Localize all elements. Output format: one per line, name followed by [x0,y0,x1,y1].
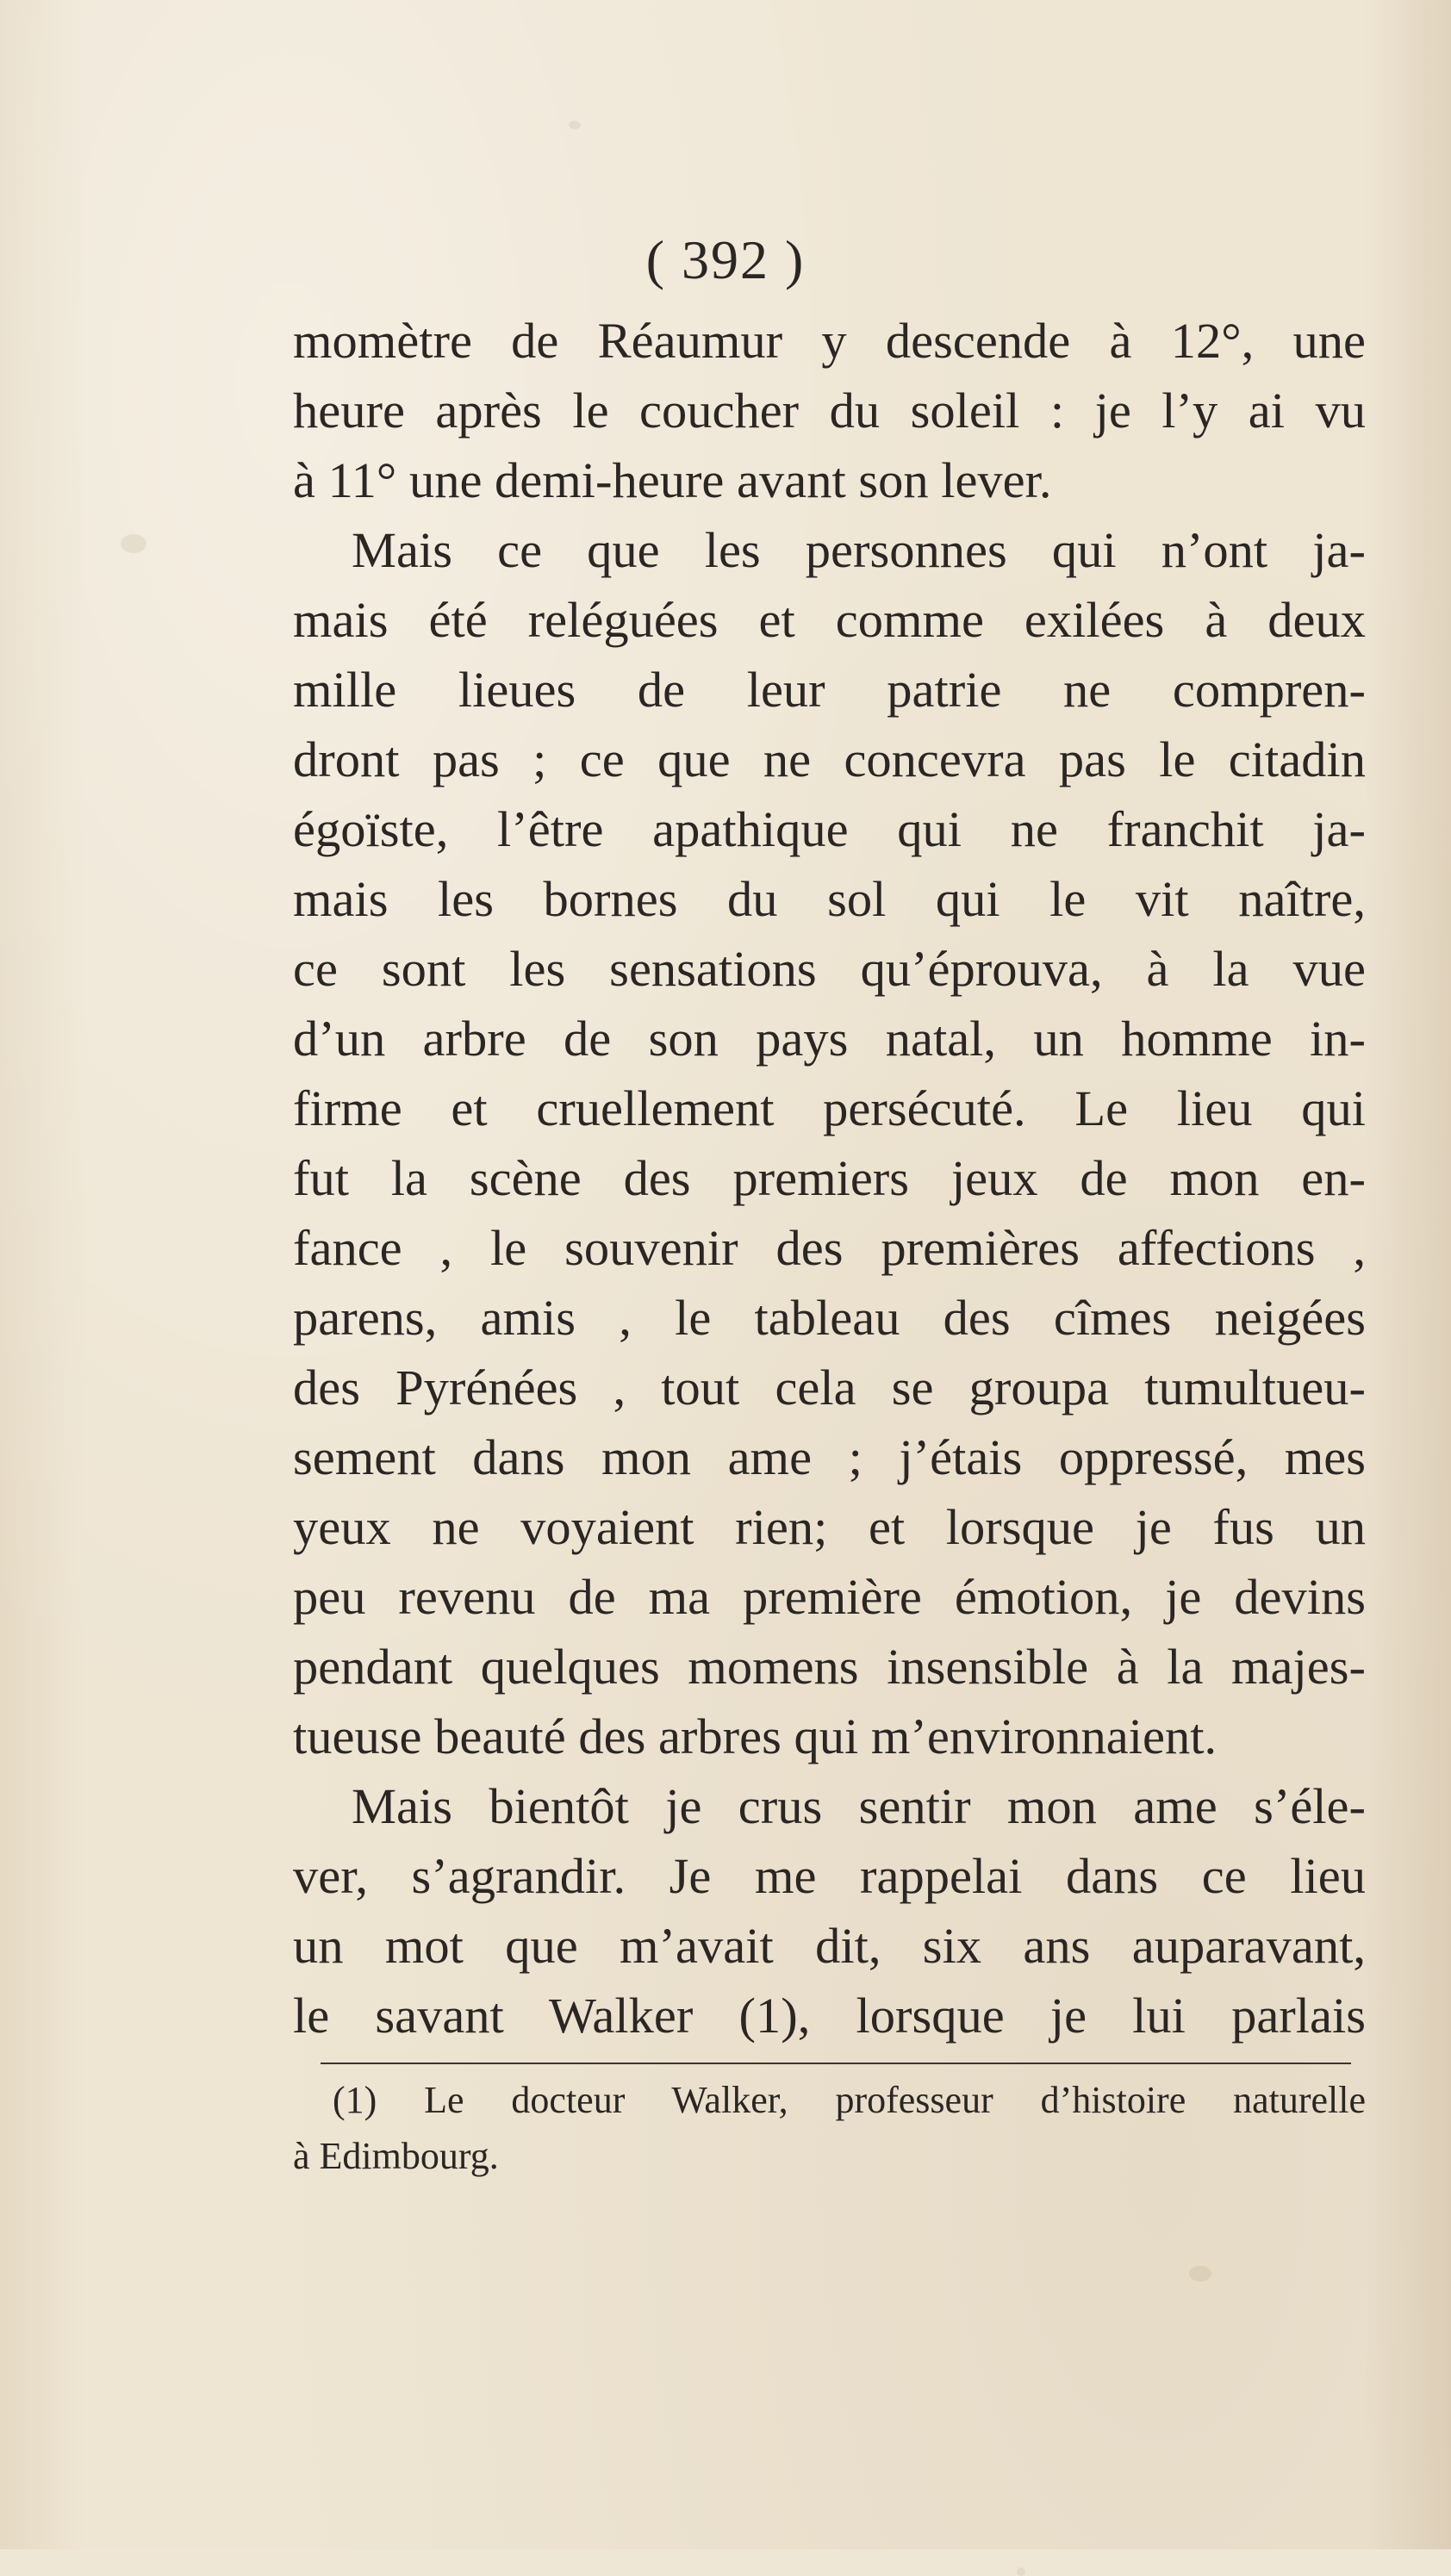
text-line: pendant quelques momens insensible à la majes- [293,1639,1366,1695]
text-line: le savant Walker (1), lorsque je lui parlais [293,1988,1366,2044]
text-line: dront pas ; ce que ne concevra pas le citadin [293,731,1366,787]
paper-stain [121,534,146,553]
text-line: d’un arbre de son pays natal, un homme in- [293,1011,1366,1067]
footnote [293,2072,1366,2184]
text-line: tueuse beauté des arbres qui m’environnaient. [293,1708,1217,1764]
paper-stain [1189,2266,1211,2281]
text-line: ce sont les sensations qu’éprouva, à la vue [293,941,1366,997]
text-line: égoïste, l’être apathique qui ne franchit ja- [293,801,1366,857]
text-line: des Pyrénées , tout cela se groupa tumultueu- [293,1360,1366,1416]
paper-stain [1017,2567,1025,2576]
text-line: à 11° une demi-heure avant son lever. [293,452,1052,508]
page-number: ( 392 ) [645,229,806,290]
text-line: Mais ce que les personnes qui n’ont ja- [352,522,1366,578]
text-line: ver, s’agrandir. Je me rappelai dans ce lieu [293,1848,1366,1904]
text-line: heure après le coucher du soleil : je l’y ai vu [293,383,1366,439]
text-line: peu revenu de ma première émotion, je devins [293,1569,1366,1625]
text-line: mais les bornes du sol qui le vit naître, [293,871,1366,927]
footnote-rule [321,2063,1351,2064]
footnote-line: à Edimbourg. [293,2135,499,2177]
text-line: mille lieues de leur patrie ne compren- [293,662,1366,718]
text-line: momètre de Réaumur y descende à 12°, une [293,313,1366,369]
text-line: fut la scène des premiers jeux de mon en- [293,1150,1366,1206]
text-line: un mot que m’avait dit, six ans auparavant, [293,1918,1366,1974]
text-line: sement dans mon ame ; j’étais oppressé, mes [293,1429,1366,1485]
body-text [293,306,1366,2050]
text-line: firme et cruellement persécuté. Le lieu qui [293,1080,1366,1136]
text-line: mais été reléguées et comme exilées à deux [293,592,1366,648]
text-line: Mais bientôt je crus sentir mon ame s’éle- [352,1778,1366,1834]
text-line: fance , le souvenir des premières affections , [293,1220,1366,1276]
text-line: parens, amis , le tableau des cîmes neigées [293,1290,1366,1346]
text-line: yeux ne voyaient rien; et lorsque je fus un [293,1499,1366,1555]
footnote-line: (1) Le docteur Walker, professeur d’histoire naturelle [333,2079,1366,2121]
paper-stain [569,121,581,129]
